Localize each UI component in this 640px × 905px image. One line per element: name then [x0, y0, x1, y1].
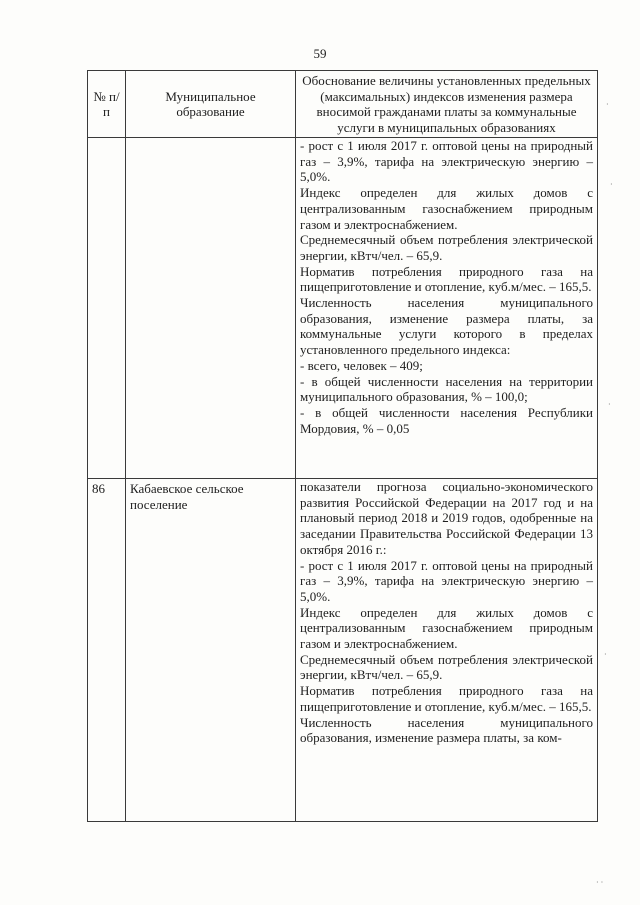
scan-speck: ·: [606, 100, 609, 109]
justification-paragraph: Норматив потребления природного газа на пищеприготовление и отопление, куб.м/мес. – 165,5.: [300, 263, 593, 295]
table-row: [88, 138, 598, 479]
row-municipality: Кабаевское сельское поселение: [126, 479, 296, 822]
justification-paragraph: - в общей численности населения на территории муниципального образования, % – 100,0;: [300, 373, 593, 405]
scan-speck: ·: [604, 650, 607, 659]
justification-paragraph: Индекс определен для жилых домов с централизованным газоснабжением природным газом и электроснабжением.: [300, 185, 593, 232]
justification-paragraph: Индекс определен для жилых домов с централизованным газоснабжением природным газом и электроснабжением.: [300, 604, 593, 652]
header-municipality: Муниципальное образование: [126, 71, 296, 138]
justification-paragraph: Среднемесячный объем потребления электрической энергии, кВтч/чел. – 65,9.: [300, 232, 593, 263]
justification-paragraph: - рост с 1 июля 2017 г. оптовой цены на природный газ – 3,9%, тарифа на электрическую энергию – 5,0%.: [300, 138, 593, 185]
table-row: [88, 479, 598, 822]
justification-paragraph: Норматив потребления природного газа на пищеприготовление и отопление, куб.м/мес. – 165,5.: [300, 683, 593, 714]
row-justification: [296, 138, 598, 479]
justification-paragraph: показатели прогноза социально-экономического развития Российской Федерации на 2017 год и на плановый период 2018 и 2019 годов, одобренные на заседании Правительства Российской Федерации 13 октября 2016 г.:: [300, 479, 593, 557]
justification-paragraph: Среднемесячный объем потребления электрической энергии, кВтч/чел. – 65,9.: [300, 651, 593, 683]
row-municipality: [126, 138, 296, 479]
scan-speck: ·: [610, 180, 613, 189]
page-number: 59: [313, 46, 327, 61]
row-justification: [296, 479, 598, 822]
justification-paragraph: Численность населения муниципального образования, изменение размера платы, за коммунальные услуги которого в пределах установленного предельного индекса:: [300, 295, 593, 358]
table-header-row: [88, 71, 598, 138]
header-justification: Обоснование величины установленных предельных (максимальных) индексов изменения размера вносимой гражданами платы за коммунальные услуги в муниципальных образованиях: [296, 71, 598, 138]
scan-speck: ·: [608, 400, 611, 409]
scan-speck: · ·: [596, 878, 604, 887]
justification-paragraph: - всего, человек – 409;: [300, 357, 423, 373]
justification-paragraph: - рост с 1 июля 2017 г. оптовой цены на природный газ – 3,9%, тарифа на электрическую энергию – 5,0%.: [300, 557, 593, 604]
justification-paragraph: - в общей численности населения Республики Мордовия, % – 0,05: [300, 404, 593, 436]
row-number: 86: [88, 479, 126, 822]
row-number: [88, 138, 126, 479]
header-num: № п/п: [88, 71, 126, 138]
indices-table: [87, 70, 598, 822]
justification-paragraph: Численность населения муниципального образования, изменение размера платы, за ком-: [300, 714, 593, 746]
